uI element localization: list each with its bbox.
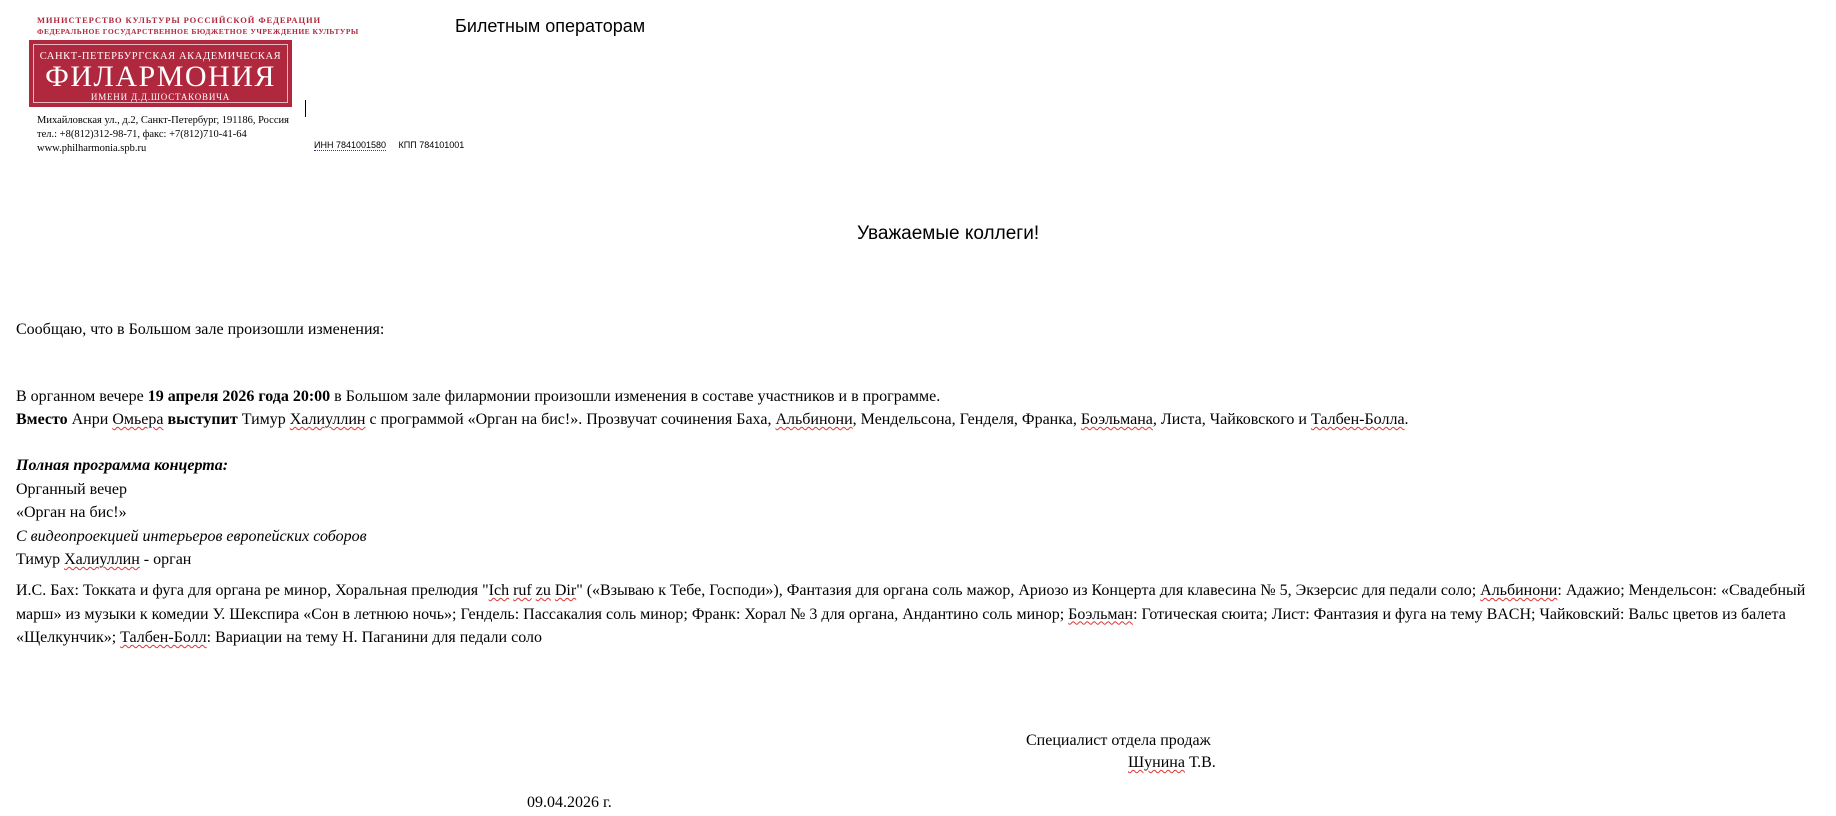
address: Михайловская ул., д.2, Санкт-Петербург, 191186, Россия: [37, 115, 289, 126]
signer-initials: Т.В.: [1184, 754, 1216, 771]
concert-date: 19 апреля 2026 года 20:00: [147, 388, 331, 405]
misspelled-word: Боэльмана: [1080, 411, 1153, 428]
tax-ids: [314, 140, 464, 150]
program-heading: [16, 454, 228, 477]
intro-paragraph: Сообщаю, что в Большом зале произошли изменения:: [16, 321, 385, 338]
kpp: КПП 784101001: [398, 140, 465, 150]
letter-date: 09.04.2026 г.: [527, 794, 612, 811]
misspelled-word: Халиуллин: [289, 411, 366, 428]
change-line-1: [16, 385, 940, 408]
misspelled-word: Омьера: [112, 411, 164, 428]
text-cursor: [305, 100, 306, 117]
text: " («Взываю к Тебе, Господи»), Фантазия для органа соль мажор, Ариозо из Концерта для клавесина № 5, Экзерсис для педали соло;: [576, 582, 1481, 599]
website: www.philharmonia.spb.ru: [37, 143, 147, 154]
text: : Адажио; Мендельсон: «Свадебный марш» из музыки к комедии У. Шекспира «Сон в летнюю ночь»; Гендель: Пассакалия соль минор; Франк: Хорал № 3 для органа, Андантино соль минор;: [16, 582, 1806, 623]
philharmonia-logo: [29, 40, 292, 107]
change-line-2: [16, 408, 1409, 431]
program-performer: [16, 548, 191, 571]
text: : Вариации на тему Н. Паганини для педали соло: [206, 629, 542, 646]
misspelled-word: Талбен-Болла: [1310, 411, 1405, 428]
logo-dedication: ИМЕНИ Д.Д.ШОСТАКОВИЧА: [90, 92, 231, 102]
text: Анри: [67, 411, 113, 428]
inn: ИНН 7841001580: [314, 140, 387, 150]
text: с программой «Орган на бис!». Прозвучат сочинения Баха,: [365, 411, 776, 428]
signature-position: Специалист отдела продаж: [1026, 732, 1211, 749]
misspelled-word: Альбинони: [775, 411, 853, 428]
program-subtitle-text: С видеопроекцией интерьеров европейских соборов: [16, 528, 367, 545]
misspelled-word: zu: [535, 582, 551, 599]
logo-frame: [33, 44, 288, 103]
recipients: Билетным операторам: [455, 16, 646, 36]
bold-word: выступит: [163, 411, 238, 428]
signature-name: [1128, 754, 1216, 772]
ministry-subline: ФЕДЕРАЛЬНОЕ ГОСУДАРСТВЕННОЕ БЮДЖЕТНОЕ УЧРЕЖДЕНИЕ КУЛЬТУРЫ: [37, 27, 359, 36]
greeting: Уважаемые коллеги!: [857, 223, 1040, 244]
text: в Большом зале филармонии произошли изменения в составе участников и в программе.: [330, 388, 941, 405]
program-subtitle: [16, 525, 367, 548]
misspelled-word: Талбен-Болл: [120, 629, 207, 646]
text: - орган: [139, 551, 192, 568]
text: И.С. Бах: Токката и фуга для органа ре минор, Хоральная прелюдия ": [16, 582, 489, 599]
ministry-header: [37, 14, 359, 38]
signer-surname: Шунина: [1128, 754, 1185, 771]
text: , Мендельсона, Генделя, Франка,: [852, 411, 1081, 428]
phone: тел.: +8(812)312-98-71, факс: +7(812)710-41-64: [37, 129, 247, 140]
logo-title: ФИЛАРМОНИЯ: [45, 60, 276, 93]
program-title-1: Органный вечер: [16, 481, 127, 498]
address-block: [37, 114, 289, 156]
misspelled-word: Ich: [488, 582, 510, 599]
ministry-line: МИНИСТЕРСТВО КУЛЬТУРЫ РОССИЙСКОЙ ФЕДЕРАЦИИ: [37, 15, 322, 25]
logo-subtitle: САНКТ-ПЕТЕРБУРГСКАЯ АКАДЕМИЧЕСКАЯ: [39, 51, 282, 62]
text: В органном вечере: [16, 388, 148, 405]
bold-word: Вместо: [16, 411, 68, 428]
program-heading-text: Полная программа концерта:: [16, 457, 229, 474]
text: , Листа, Чайковского и: [1152, 411, 1311, 428]
text: .: [1404, 411, 1409, 428]
text: : Готическая сюита; Лист: Фантазия и фуга на тему BACH; Чайковский: Вальс цветов из балета «Щелкунчик»;: [16, 605, 1786, 646]
misspelled-word: Боэльман: [1068, 605, 1134, 623]
misspelled-word: Dir: [554, 582, 577, 599]
text: Тимур: [16, 551, 65, 568]
misspelled-word: Халиуллин: [64, 551, 140, 568]
program-works: [16, 579, 1826, 650]
misspelled-word: Альбинони: [1480, 582, 1558, 599]
program-title-2: «Орган на бис!»: [16, 504, 127, 521]
misspelled-word: ruf: [513, 582, 532, 599]
text: Тимур: [237, 411, 290, 428]
